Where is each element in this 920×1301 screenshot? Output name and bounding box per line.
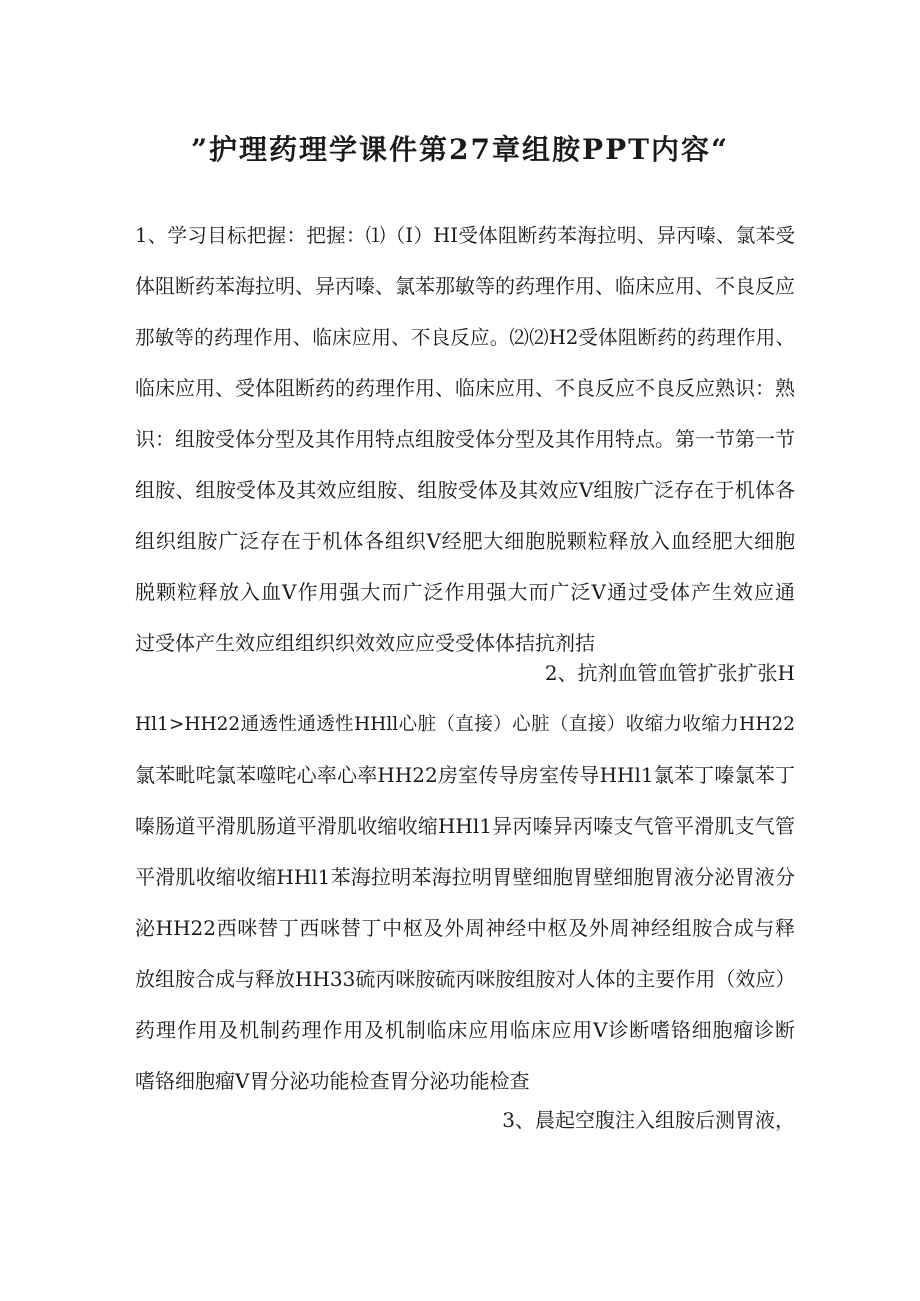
text-line: 临床应用、受体阻断药的药理作用、临床应用、不良反应不良反应熟识：熟 — [135, 376, 795, 400]
paragraph-3 — [135, 1095, 795, 1146]
text-line: 过受体产生效应组组织织效效应应受受体体拮抗剂拮 — [135, 631, 595, 655]
paragraph-2 — [135, 648, 795, 1107]
text-line: 嗜铬细胞瘤V胃分泌功能检查胃分泌功能检查 — [135, 1069, 530, 1093]
text-line: 组织组胺广泛存在于机体各组织V经肥大细胞脱颗粒释放入血经肥大细胞 — [135, 529, 795, 553]
text-line: 泌HH22西咪替丁西咪替丁中枢及外周神经中枢及外周神经组胺合成与释 — [135, 916, 795, 940]
text-line: 识：组胺受体分型及其作用特点组胺受体分型及其作用特点。第一节第一节 — [135, 427, 795, 451]
text-line: Hl1>HH22通透性通透性HHll心脏（直接）心脏（直接）收缩力收缩力HH22 — [135, 714, 795, 735]
text-line: 那敏等的药理作用、临床应用、不良反应。⑵⑵H2受体阻断药的药理作用、 — [135, 326, 795, 349]
text-line: 组胺、组胺受体及其效应组胺、组胺受体及其效应V组胺广泛存在于机体各 — [135, 478, 795, 502]
text-line: 2、抗剂血管血管扩张扩张H — [544, 661, 795, 685]
text-line: 平滑肌收缩收缩HHl1苯海拉明苯海拉明胃壁细胞胃壁细胞胃液分泌胃液分 — [135, 865, 795, 889]
text-line: 氯苯毗咤氯苯噬咤心率心率HH22房室传导房室传导HHl1氯苯丁嗪氯苯丁 — [135, 763, 795, 787]
text-line: 脱颗粒释放入血V作用强大而广泛作用强大而广泛V通过受体产生效应通 — [135, 580, 795, 604]
text-line: 3、晨起空腹注入组胺后测胃液， — [502, 1108, 795, 1132]
text-line: 放组胺合成与释放HH33硫丙咪胺硫丙咪胺组胺对人体的主要作用（效应） — [135, 967, 795, 991]
text-line: 嗪肠道平滑肌肠道平滑肌收缩收缩HHl1异丙嗪异丙嗪支气管平滑肌支气管 — [135, 814, 795, 838]
paragraph-1 — [135, 210, 795, 669]
text-line: 药理作用及机制药理作用及机制临床应用临床应用V诊断嗜铬细胞瘤诊断 — [135, 1018, 795, 1042]
text-line: 体阻断药苯海拉明、异丙嗪、氯苯那敏等的药理作用、临床应用、不良反应 — [135, 274, 795, 298]
text-line: 1、学习目标把握：把握：⑴（I）HI受体阻断药苯海拉明、异丙嗪、氯苯受 — [135, 224, 795, 247]
document-title: ”护理药理学课件第27章组胺PPT内容“ — [190, 133, 730, 166]
